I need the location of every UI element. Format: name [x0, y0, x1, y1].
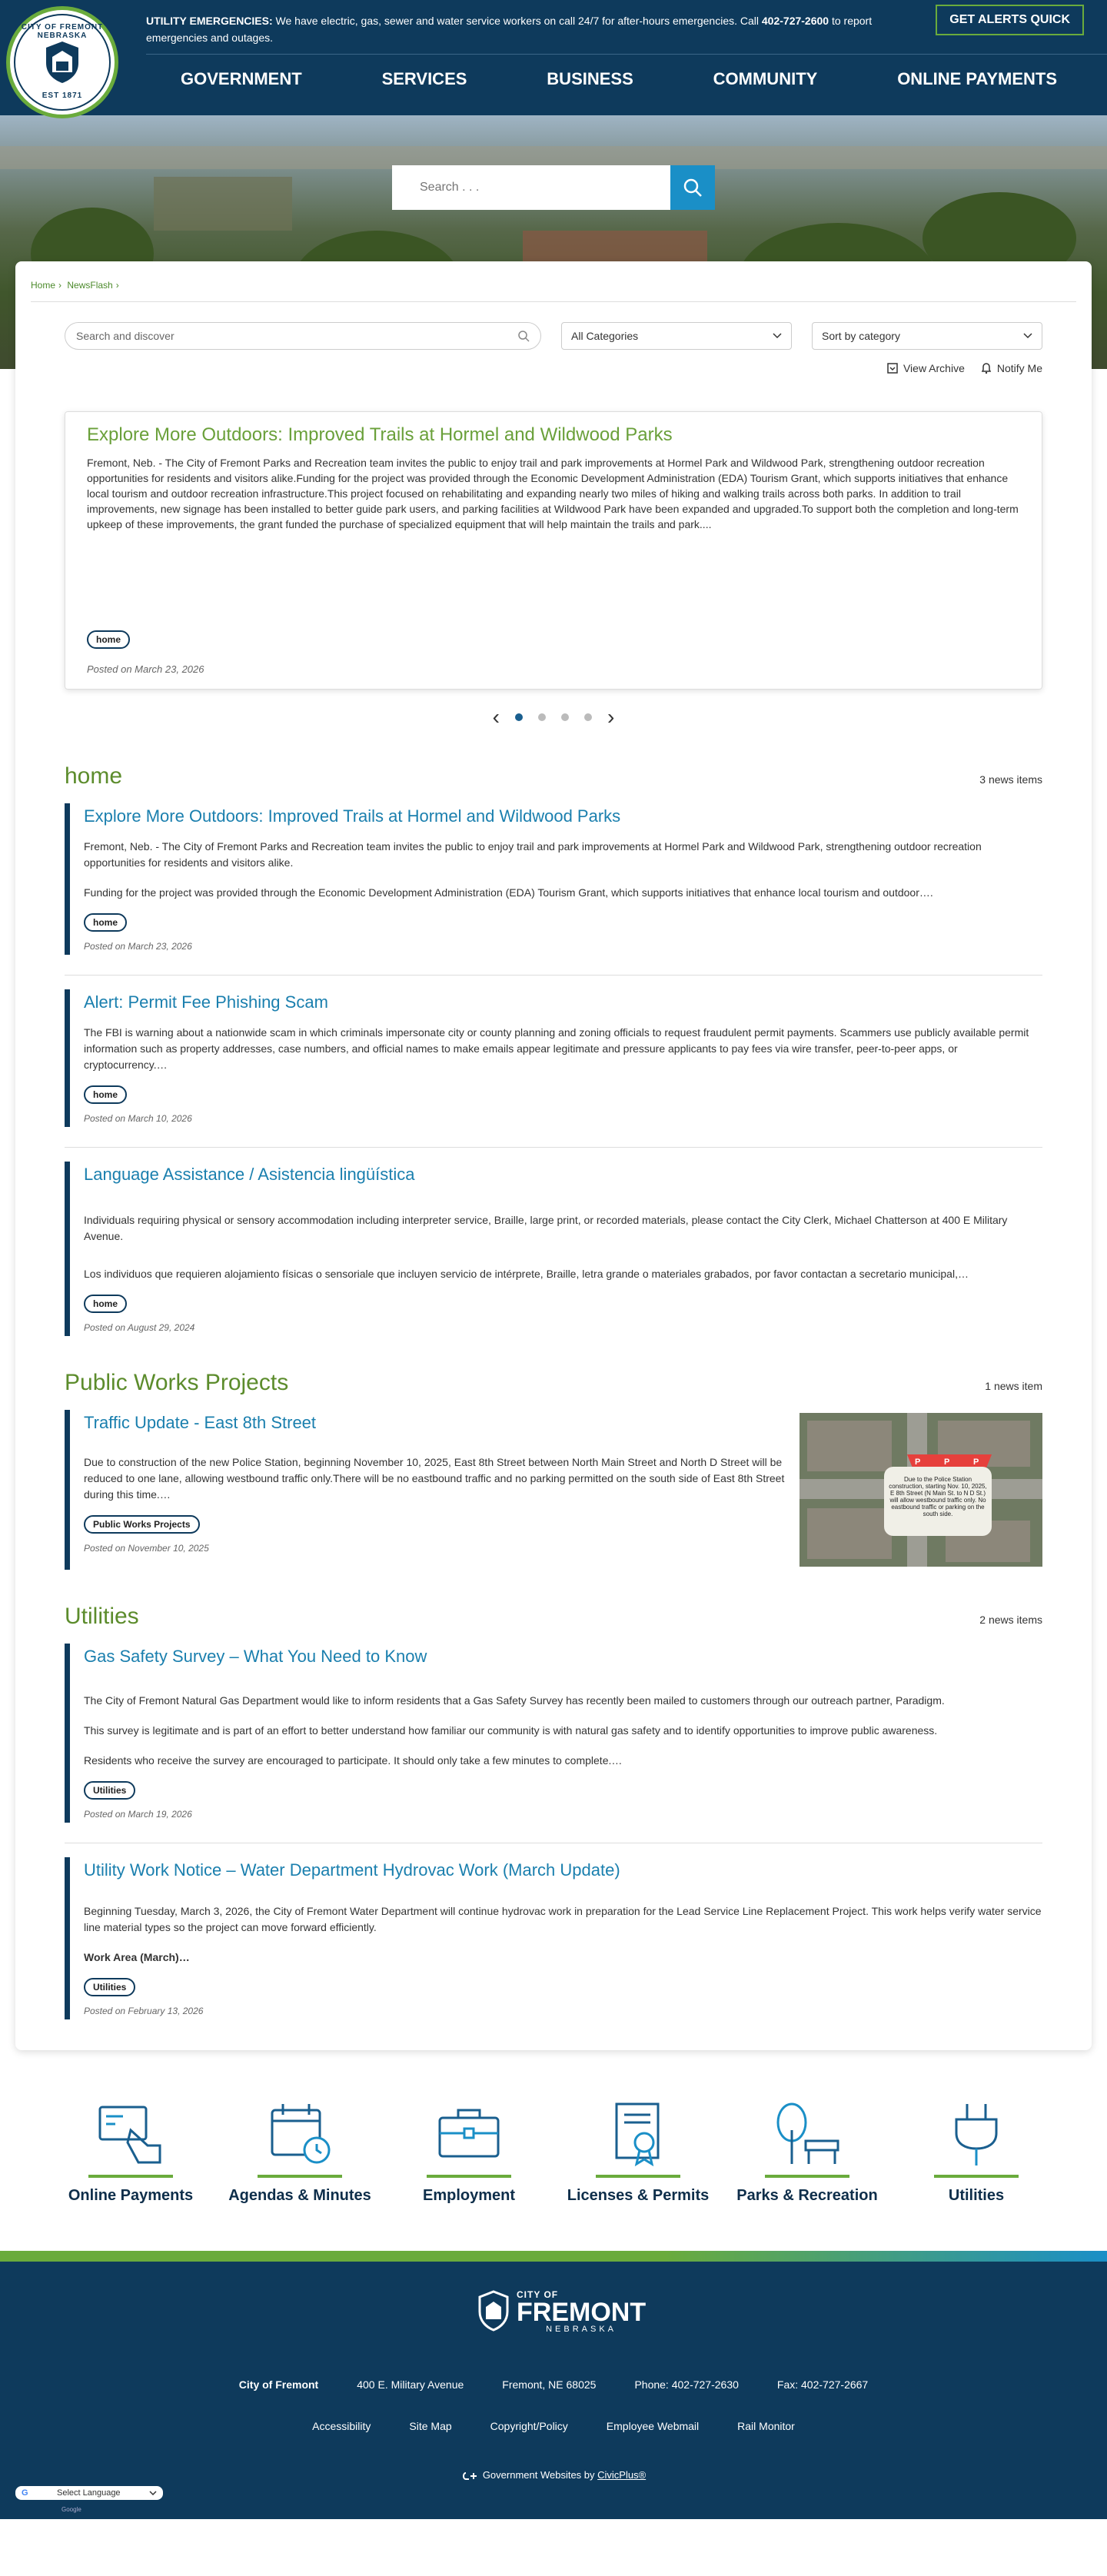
footer-logo[interactable]: [477, 2289, 646, 2334]
site-search-button[interactable]: [670, 165, 715, 210]
shield-icon: [43, 40, 81, 85]
breadcrumb-divider: [31, 301, 1076, 302]
view-archive-link[interactable]: [886, 362, 965, 374]
news-posted-date: Posted on March 10, 2026: [84, 1113, 192, 1124]
news-posted-date: Posted on August 29, 2024: [84, 1322, 195, 1333]
quick-link-underline: [258, 2175, 342, 2178]
footer-link-site-map[interactable]: Site Map: [409, 2420, 452, 2432]
quick-link-underline: [427, 2175, 511, 2178]
alert-phone[interactable]: 402-727-2600: [761, 15, 829, 27]
footer-city: Fremont, NE 68025: [502, 2378, 597, 2391]
quick-links: [0, 2050, 1107, 2251]
news-tag[interactable]: Public Works Projects: [84, 1515, 200, 1534]
news-text: Beginning Tuesday, March 3, 2026, the City of Fremont Water Department will continue hydrovac work in preparation for the Lead Service Line Replacement Project. This work helps verify water service line material types so the project can move forward efficiently.: [84, 1905, 1042, 1933]
footer-logo-text: [517, 2289, 646, 2334]
quick-link-agendas[interactable]: [223, 2099, 377, 2205]
news-search-input[interactable]: [65, 322, 541, 350]
footer-accent-strip: [0, 2251, 1107, 2262]
footer-logo-top: CITY OF: [517, 2289, 559, 2300]
footer-links: [0, 2420, 1107, 2432]
alert-tail: to report emergencies and outages.: [146, 15, 873, 44]
category-select[interactable]: [561, 322, 792, 350]
traffic-image-note: Due to the Police Station construction, starting Nov. 10, 2025, E 8th Street (N Main St. to N D St.) will allow westbound traffic only. No eastbound traffic or parking on the south side.: [884, 1467, 992, 1536]
chevron-down-icon: [149, 2491, 157, 2495]
news-posted-date: Posted on March 23, 2026: [84, 941, 192, 952]
archive-icon: [886, 362, 899, 374]
site-header: [0, 0, 1107, 115]
footer-address: 400 E. Military Avenue: [357, 2378, 464, 2391]
language-powered-by: Google: [62, 2506, 81, 2513]
section-title[interactable]: Public Works Projects: [65, 1370, 289, 1395]
news-text: Work Area (March)…: [84, 1951, 190, 1963]
section-utilities: [65, 1604, 1042, 2019]
news-tag[interactable]: Utilities: [84, 1781, 135, 1800]
header-divider: [146, 54, 1107, 55]
breadcrumb-home[interactable]: Home: [31, 280, 56, 291]
news-tag[interactable]: home: [84, 913, 127, 932]
language-select-label: Select Language: [56, 2488, 121, 2498]
get-alerts-button[interactable]: GET ALERTS QUICK: [936, 5, 1084, 35]
news-title[interactable]: Explore More Outdoors: Improved Trails at Hormel and Wildwood Parks: [84, 806, 621, 826]
featured-tag[interactable]: home: [87, 630, 130, 649]
footer-logo-sub: NEBRASKA: [546, 2325, 617, 2334]
news-item: [65, 803, 1042, 955]
map-building: [807, 1508, 892, 1559]
carousel-prev-icon[interactable]: ‹: [492, 705, 500, 729]
news-text: The FBI is warning about a nationwide scam in which criminals impersonate city or county planning and zoning officials to request fraudulent permit payments. Scammers use publicly available permit information such as property addresses, case numbers, and official names to make emails appear legitimate and pressure applicants to pay fees via wire transfer, peer-to-peer apps, or cryptocurrency.…: [84, 1026, 1029, 1071]
footer-credit-prefix: Government Websites by: [482, 2469, 598, 2481]
news-tag[interactable]: home: [84, 1295, 127, 1313]
google-g-icon: G: [22, 2488, 28, 2498]
carousel-dot[interactable]: [538, 713, 546, 721]
news-tag[interactable]: home: [84, 1085, 127, 1104]
parking-marker: P: [973, 1458, 979, 1467]
news-text: Fremont, Neb. - The City of Fremont Parks and Recreation team invites the public to enjoy trail and park improvements at Hormel Park and Wildwood Park, strengthening outdoor recreation opportunities for residents and visitors alike.: [84, 840, 982, 869]
footer-link-rail-monitor[interactable]: Rail Monitor: [737, 2420, 795, 2432]
calendar-clock-icon: [261, 2099, 338, 2169]
hero-building: [154, 177, 292, 231]
chevron-down-icon: [773, 333, 782, 339]
breadcrumb-separator: ›: [58, 280, 62, 291]
nav-services[interactable]: SERVICES: [381, 69, 467, 88]
news-title[interactable]: Gas Safety Survey – What You Need to Know: [84, 1647, 427, 1666]
carousel-dot[interactable]: [561, 713, 569, 721]
news-title[interactable]: Utility Work Notice – Water Department Hydrovac Work (March Update): [84, 1860, 620, 1880]
traffic-map-image[interactable]: [800, 1413, 1042, 1567]
news-item: [65, 1644, 1042, 1823]
quick-link-label: Utilities: [948, 2187, 1005, 2204]
quick-link-employment[interactable]: [392, 2099, 546, 2205]
site-footer: [0, 2262, 1107, 2519]
logo-ring-text: CITY OF FREMONT NEBRASKA: [21, 23, 104, 40]
utility-emergency-alert: [146, 12, 915, 46]
carousel-next-icon[interactable]: ›: [607, 705, 615, 729]
alert-label: UTILITY EMERGENCIES:: [146, 15, 273, 27]
search-icon: [683, 178, 703, 198]
quick-link-underline: [596, 2175, 680, 2178]
section-title[interactable]: Utilities: [65, 1604, 139, 1629]
notify-me-label: Notify Me: [996, 362, 1042, 374]
news-posted-date: Posted on November 10, 2025: [84, 1543, 209, 1554]
notify-me-link[interactable]: [980, 362, 1042, 374]
news-text: The City of Fremont Natural Gas Department would like to inform residents that a Gas Safety Survey has recently been mailed to customers through our outreach partner, Paradigm.: [84, 1694, 945, 1707]
newsflash-content: [15, 261, 1092, 2050]
news-divider: [65, 1147, 1042, 1148]
tree-bench-icon: [769, 2099, 846, 2169]
plug-icon: [938, 2099, 1015, 2169]
section-title[interactable]: home: [65, 763, 123, 789]
footer-link-copyright[interactable]: Copyright/Policy: [490, 2420, 568, 2432]
site-search: [392, 165, 715, 210]
section-count: 3 news items: [979, 773, 1042, 786]
news-posted-date: Posted on March 19, 2026: [84, 1809, 192, 1820]
civicplus-icon: [461, 2471, 478, 2481]
main-nav: [146, 65, 1107, 94]
section-home: [65, 763, 1042, 1336]
footer-org: City of Fremont: [238, 2378, 319, 2391]
nav-community[interactable]: COMMUNITY: [713, 69, 818, 88]
news-item: [65, 1162, 1042, 1336]
carousel-dot[interactable]: [584, 713, 592, 721]
section-public-works: [65, 1370, 1042, 1570]
featured-body: Fremont, Neb. - The City of Fremont Parks and Recreation team invites the public to enjoy trail and park improvements at Hormel Park and Wildwood Park, strengthening outdoor recreation opportunities for residents and visitors alike.Funding for the project was provided through the Economic Development Administration (EDA) Tourism Grant, which supports initiatives that enhance local tourism and outdoor recreation infrastructure.This project focused on rehabilitating and expanding nearly two miles of hiking and walking trails across both parks. In addition to trail improvements, new signage has been installed to better guide park users, and parking facilities at Wildwood Park have been expanded and upgraded.To support both the completion and long-term upkeep of these improvements, the grant funded the purchase of specialized equipment that will help maintain the trails and park....: [87, 457, 1019, 530]
briefcase-icon: [430, 2099, 507, 2169]
section-count: 2 news items: [979, 1614, 1042, 1626]
parking-marker: P: [944, 1458, 950, 1467]
footer-link-webmail[interactable]: Employee Webmail: [606, 2420, 700, 2432]
breadcrumb: [31, 280, 1042, 291]
footer-credit: [0, 2469, 1107, 2481]
section-header: [65, 1370, 1042, 1396]
footer-phone: Phone: 402-727-2630: [634, 2378, 739, 2391]
sort-select-value: Sort by category: [822, 330, 900, 342]
civicplus-link[interactable]: CivicPlus®: [597, 2469, 647, 2481]
news-title[interactable]: Traffic Update - East 8th Street: [84, 1413, 317, 1432]
carousel-dot[interactable]: [515, 713, 523, 721]
news-text: Los individuos que requieren alojamiento físicas o sensoriale que incluyen servicio de intérprete, Braille, letra grande o materiales grabados, por favor contactan a secretario municipal,…: [84, 1268, 969, 1280]
footer-contact-info: [0, 2378, 1107, 2391]
news-title[interactable]: Language Assistance / Asistencia lingüística: [84, 1165, 415, 1184]
sort-select[interactable]: [812, 322, 1042, 350]
quick-link-label: Online Payments: [68, 2187, 194, 2204]
certificate-icon: [600, 2099, 676, 2169]
news-text: Due to construction of the new Police Station, beginning November 10, 2025, East 8th Street between North Main Street and North D Street will be reduced to one lane, allowing westbound traffic only.There will be no eastbound traffic and no parking permitted on the south side of East 8th Street during this time.…: [84, 1456, 785, 1501]
news-text: Residents who receive the survey are encouraged to participate. It should only take a few minutes to complete.…: [84, 1754, 623, 1767]
quick-link-label: Licenses & Permits: [567, 2187, 710, 2204]
news-divider: [65, 975, 1042, 976]
search-icon[interactable]: [517, 330, 530, 342]
news-text: Individuals requiring physical or sensory accommodation including interpreter service, Braille, large print, or recorded materials, please contact the City Clerk, Michael Chatterson at 400 E Military Avenue.: [84, 1214, 1008, 1242]
quick-link-utilities[interactable]: [899, 2099, 1053, 2205]
nav-online-payments[interactable]: ONLINE PAYMENTS: [897, 69, 1057, 88]
quick-link-label: Employment: [422, 2187, 516, 2204]
site-search-input[interactable]: [392, 165, 670, 210]
category-select-value: All Categories: [571, 330, 639, 342]
quick-link-underline: [934, 2175, 1019, 2178]
breadcrumb-separator: ›: [115, 280, 119, 291]
footer-fax: Fax: 402-727-2667: [776, 2378, 869, 2391]
news-search-placeholder: Search and discover: [76, 330, 175, 342]
carousel-controls: [65, 705, 1042, 730]
parking-marker: P: [915, 1458, 921, 1467]
city-seal-logo[interactable]: [6, 6, 118, 118]
alert-text: We have electric, gas, sewer and water service workers on call 24/7 for after-hours emergencies. Call: [272, 15, 762, 27]
news-item: [65, 989, 1042, 1127]
section-count: 1 news item: [985, 1380, 1042, 1392]
chevron-down-icon: [1023, 333, 1032, 339]
bell-icon: [980, 362, 992, 374]
quick-link-online-payments[interactable]: [54, 2099, 208, 2205]
view-archive-label: View Archive: [903, 362, 965, 374]
nav-business[interactable]: BUSINESS: [547, 69, 633, 88]
featured-title[interactable]: Explore More Outdoors: Improved Trails at Hormel and Wildwood Parks: [87, 424, 673, 445]
news-filters: [65, 322, 1042, 350]
quick-link-underline: [88, 2175, 173, 2178]
footer-logo-name: FREMONT: [517, 2298, 647, 2327]
news-item: [65, 1857, 1042, 2019]
news-posted-date: Posted on February 13, 2026: [84, 2006, 204, 2016]
news-title[interactable]: Alert: Permit Fee Phishing Scam: [84, 992, 328, 1012]
news-text: Funding for the project was provided through the Economic Development Administration (EDA) Tourism Grant, which supports initiatives that enhance local tourism and outdoor….: [84, 886, 933, 899]
quick-link-parks[interactable]: [730, 2099, 884, 2205]
featured-news-card[interactable]: [65, 411, 1042, 690]
breadcrumb-newsflash[interactable]: NewsFlash: [67, 280, 113, 291]
featured-posted-date: Posted on March 23, 2026: [87, 663, 204, 675]
quick-link-licenses[interactable]: [561, 2099, 715, 2205]
news-actions: [65, 362, 1042, 374]
quick-link-label: Parks & Recreation: [736, 2187, 878, 2204]
payment-card-icon: [92, 2099, 169, 2169]
logo-est-text: EST 1871: [42, 91, 83, 100]
news-tag[interactable]: Utilities: [84, 1978, 135, 1996]
shield-icon: [477, 2290, 510, 2333]
news-item: [65, 1410, 1042, 1570]
news-text: This survey is legitimate and is part of an effort to better understand how familiar our community is with natural gas safety and to identify opportunities to improve public awareness.: [84, 1724, 938, 1737]
news-text-block: [84, 1413, 786, 1567]
quick-link-label: Agendas & Minutes: [228, 2187, 371, 2204]
quick-link-underline: [765, 2175, 849, 2178]
section-header: [65, 1604, 1042, 1630]
footer-link-accessibility[interactable]: Accessibility: [312, 2420, 371, 2432]
language-select[interactable]: [15, 2486, 163, 2500]
nav-government[interactable]: GOVERNMENT: [181, 69, 302, 88]
map-building: [807, 1421, 892, 1471]
section-header: [65, 763, 1042, 789]
